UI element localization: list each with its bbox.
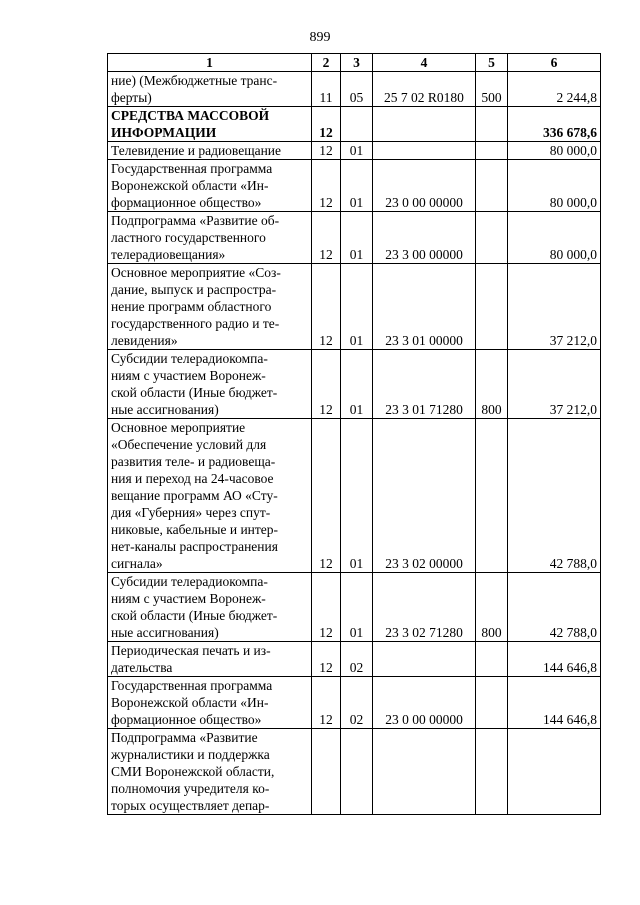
row-section: 12: [312, 160, 341, 212]
row-name: Государственная программа Воронежской области «Ин- формационное общество»: [108, 677, 312, 729]
row-section: 12: [312, 350, 341, 419]
row-amount: 80 000,0: [508, 212, 601, 264]
row-amount: 144 646,8: [508, 677, 601, 729]
table-row: [108, 350, 601, 419]
row-expense-type: [476, 642, 508, 677]
row-section: 12: [312, 264, 341, 350]
row-amount: 42 788,0: [508, 419, 601, 573]
table-header-row: [108, 54, 601, 72]
row-target-code: [373, 642, 476, 677]
row-name: Телевидение и радиовещание: [108, 142, 312, 160]
row-name: Основное мероприятие «Соз- дание, выпуск и распростра- нение программ областного государственного радио и те- левидения»: [108, 264, 312, 350]
row-subsection: [341, 729, 373, 815]
table-row: [108, 264, 601, 350]
row-subsection: [341, 107, 373, 142]
row-target-code: 23 3 02 00000: [373, 419, 476, 573]
row-section: 12: [312, 573, 341, 642]
row-subsection: 01: [341, 264, 373, 350]
header-col-4: 4: [373, 54, 476, 72]
row-name: Подпрограмма «Развитие журналистики и поддержка СМИ Воронежской области, полномочия учредителя ко- торых осуществляет депар-: [108, 729, 312, 815]
row-subsection: 01: [341, 419, 373, 573]
row-expense-type: [476, 419, 508, 573]
row-section: 12: [312, 142, 341, 160]
row-section: 12: [312, 642, 341, 677]
row-amount: 2 244,8: [508, 72, 601, 107]
row-expense-type: 500: [476, 72, 508, 107]
budget-table: [107, 53, 601, 815]
row-target-code: [373, 142, 476, 160]
row-amount: 80 000,0: [508, 160, 601, 212]
row-subsection: 05: [341, 72, 373, 107]
row-target-code: 23 3 01 71280: [373, 350, 476, 419]
table-row: [108, 107, 601, 142]
header-col-2: 2: [312, 54, 341, 72]
row-amount: 144 646,8: [508, 642, 601, 677]
row-amount: 80 000,0: [508, 142, 601, 160]
row-target-code: 23 0 00 00000: [373, 160, 476, 212]
table-row: [108, 212, 601, 264]
row-expense-type: [476, 212, 508, 264]
table-row: [108, 419, 601, 573]
row-expense-type: [476, 160, 508, 212]
row-target-code: 23 0 00 00000: [373, 677, 476, 729]
row-target-code: 23 3 00 00000: [373, 212, 476, 264]
row-section: 12: [312, 107, 341, 142]
row-name: Субсидии телерадиокомпа- ниям с участием Воронеж- ской области (Иные бюджет- ные ассигнования): [108, 573, 312, 642]
row-subsection: 01: [341, 573, 373, 642]
row-name: Государственная программа Воронежской области «Ин- формационное общество»: [108, 160, 312, 212]
table-row: [108, 642, 601, 677]
header-col-3: 3: [341, 54, 373, 72]
table-row: [108, 677, 601, 729]
header-col-1: 1: [108, 54, 312, 72]
row-section: 11: [312, 72, 341, 107]
row-name: Подпрограмма «Развитие об- ластного государственного телерадиовещания»: [108, 212, 312, 264]
row-subsection: 02: [341, 677, 373, 729]
row-expense-type: 800: [476, 573, 508, 642]
row-section: 12: [312, 419, 341, 573]
row-target-code: 25 7 02 R0180: [373, 72, 476, 107]
header-col-6: 6: [508, 54, 601, 72]
row-section: [312, 729, 341, 815]
row-expense-type: [476, 107, 508, 142]
row-amount: 37 212,0: [508, 264, 601, 350]
row-section: 12: [312, 212, 341, 264]
table-row: [108, 160, 601, 212]
table-row: [108, 142, 601, 160]
row-amount: [508, 729, 601, 815]
table-row: [108, 573, 601, 642]
row-target-code: 23 3 01 00000: [373, 264, 476, 350]
row-name: Субсидии телерадиокомпа- ниям с участием Воронеж- ской области (Иные бюджет- ные ассигнования): [108, 350, 312, 419]
row-name: Периодическая печать и из- дательства: [108, 642, 312, 677]
row-amount: 37 212,0: [508, 350, 601, 419]
row-target-code: [373, 729, 476, 815]
header-col-5: 5: [476, 54, 508, 72]
row-amount: 42 788,0: [508, 573, 601, 642]
row-expense-type: [476, 142, 508, 160]
table-body: [108, 72, 601, 815]
row-subsection: 01: [341, 212, 373, 264]
row-section: 12: [312, 677, 341, 729]
row-expense-type: 800: [476, 350, 508, 419]
row-name: Основное мероприятие «Обеспечение условий для развития теле- и радиовеща- ния и переход на 24-часовое вещание программ АО «Сту- дия «Губерния» через спут- никовые, кабельные и интер- нет-каналы распространения сигнала»: [108, 419, 312, 573]
row-expense-type: [476, 677, 508, 729]
row-amount: 336 678,6: [508, 107, 601, 142]
row-subsection: 02: [341, 642, 373, 677]
row-subsection: 01: [341, 160, 373, 212]
row-expense-type: [476, 729, 508, 815]
row-target-code: [373, 107, 476, 142]
table-row: [108, 72, 601, 107]
page-number: 899: [309, 30, 331, 45]
row-name: СРЕДСТВА МАССОВОЙ ИНФОРМАЦИИ: [108, 107, 312, 142]
row-expense-type: [476, 264, 508, 350]
row-name: ние) (Межбюджетные транс- ферты): [108, 72, 312, 107]
table-row: [108, 729, 601, 815]
row-target-code: 23 3 02 71280: [373, 573, 476, 642]
row-subsection: 01: [341, 350, 373, 419]
row-subsection: 01: [341, 142, 373, 160]
